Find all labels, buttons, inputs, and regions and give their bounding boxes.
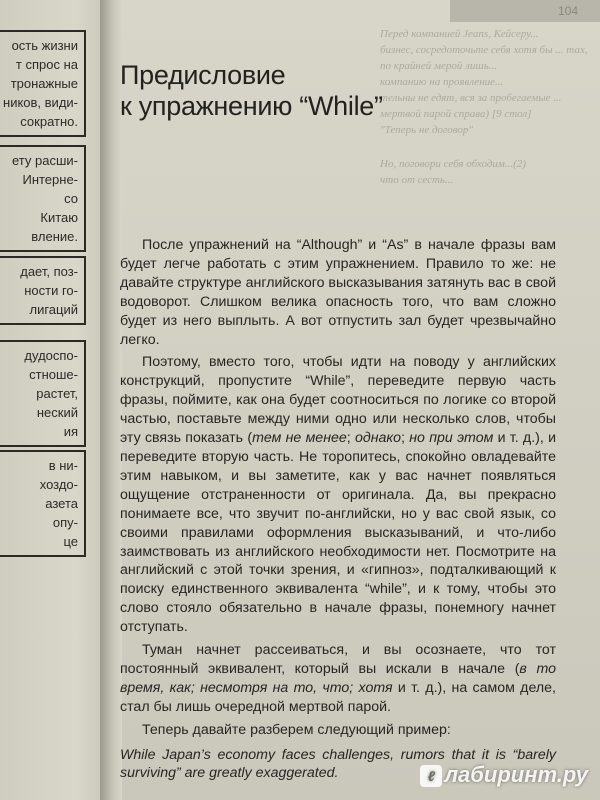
left-page-line: лигаций (29, 302, 78, 317)
left-page-line: Интерне- (22, 172, 78, 187)
text-run: и т. д.), и переведите вторую часть. Не торопитесь, спокойно овладевайте этим навыком, и вы заметите, как у вас начнет появляться ощущение отстраненности от оригинала. Да, вы прекрасно понимаете все, что звучит по-английски, но у вас свой язык, со своими правилами оформления высказываний, и что-либо заимствовать из английского необходимости нет. Посмотрите на английский с этой точки зрения, и «гипноз», подталкивающий к поиску единственного эквивалента “while”, и к тому, чтобы это слово стояло обязательно в начале фразы, понемногу начнет отступать. (120, 430, 557, 636)
watermark-text: лабиринт.ру (444, 762, 588, 787)
text-run: ; (401, 430, 410, 447)
left-page-line: растет, (36, 386, 78, 401)
ghost-line: Перед компанией Jeans, Кейсеру... (380, 28, 539, 40)
section-title (120, 60, 383, 122)
left-page-box (0, 256, 86, 325)
labirint-logo-icon: ℓ (420, 765, 442, 787)
left-page-line: опу- (52, 515, 78, 530)
ghost-line: бизнес, сосредоточьте себя хотя бы ... тах, (380, 44, 588, 56)
left-page-line: ия (63, 424, 78, 439)
left-page-line: це (63, 534, 78, 549)
italic-run: тем не менее (252, 430, 347, 447)
text-run: и т. д.), на самом деле, стал бы лишь очередной мертвой парой. (120, 679, 556, 715)
paragraph: Теперь давайте разберем следующий пример: (142, 721, 451, 738)
ghost-line: по крайней мерой лишь... (380, 60, 497, 72)
left-page (0, 0, 108, 800)
ghost-line: "Теперь не договор" (380, 124, 474, 136)
watermark (420, 762, 588, 788)
header-bar (450, 0, 600, 22)
paragraph (120, 353, 556, 637)
left-page-box (0, 450, 86, 557)
left-page-line: ость жизни (11, 38, 78, 53)
left-page-box (0, 145, 86, 252)
text-run: Поэтому, вместо того, чтобы идти на поводу у английских конструкций, пропустите “While”, переведите первую часть фразы, поймите, как она будет соотноситься по логике со второй частью, поставьте между ними одно или несколько слов, чтобы эту связь показать ( (120, 354, 556, 447)
left-page-line: дудоспо- (24, 348, 78, 363)
italic-run: в то время, как; несмотря на то, что; хотя (120, 660, 556, 696)
left-page-box (0, 30, 86, 137)
paragraph: После упражнений на “Although” и “As” в начале фразы вам будет легче работать с этим упражнением. Правило то же: не давайте структуре английского высказывания затянуть вас в свой водоворот. Слишком велика опасность того, что вам сложно будет из него выплыть. А вот отпустить зал будет чрезвычайно легко. (120, 237, 556, 348)
paragraph (120, 641, 556, 717)
left-page-line: ности го- (24, 283, 78, 298)
show-through-text (380, 26, 590, 188)
ghost-line: Но, поговори себя обходим...(2) (380, 158, 527, 170)
text-run: ; (346, 430, 355, 447)
left-page-line: тронажные (10, 76, 78, 91)
ghost-line: компанию на проявление... (380, 76, 504, 88)
text-run: Туман начнет рассеиваться, и вы осознаете, что тот постоянный эквивалент, который вы искали в начале ( (120, 642, 556, 677)
left-page-line: со (64, 191, 78, 206)
left-page-line: т спрос на (15, 57, 78, 72)
section-title-line: к упражнению “While” (120, 91, 383, 121)
left-page-line: хоздо- (39, 477, 78, 492)
ghost-line: тельны не едят, вся за пробегаемые ... (380, 92, 562, 104)
left-page-line: неский (36, 405, 78, 420)
left-page-line: сократно. (20, 114, 78, 129)
page-number: 104 (557, 4, 578, 18)
left-page-box (0, 340, 86, 447)
ghost-line: мертвой парой справа) [9 стол] (380, 108, 532, 120)
left-page-line: стноше- (29, 367, 78, 382)
left-page-line: вление. (31, 229, 78, 244)
ghost-line: что от сесть... (380, 174, 454, 186)
body-text (120, 236, 556, 783)
left-page-line: дает, поз- (20, 264, 78, 279)
italic-run: но при этом (409, 430, 494, 447)
section-title-line: Предисловие (120, 60, 286, 90)
left-page-line: Китаю (40, 210, 78, 225)
example-sentence: While Japan’s economy faces challenges, rumors that it is “barely surviving” are greatly exaggerated. (120, 746, 556, 782)
italic-run: однако (355, 430, 402, 447)
book-gutter (100, 0, 122, 800)
left-page-line: в ни- (48, 458, 78, 473)
left-page-line: ету расши- (12, 153, 78, 168)
left-page-line: азета (45, 496, 78, 511)
left-page-line: ников, види- (3, 95, 78, 110)
